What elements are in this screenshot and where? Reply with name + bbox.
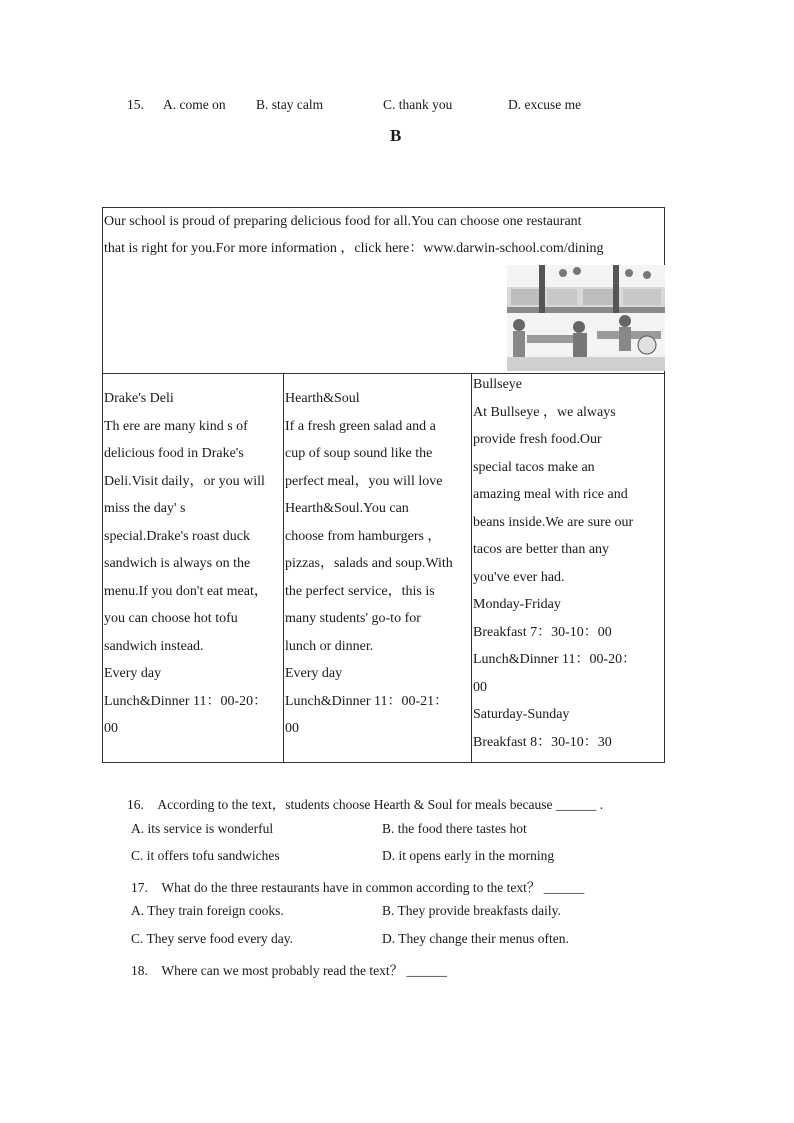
q15-option-b: B. stay calm: [256, 97, 324, 112]
q16-option-b: B. the food there tastes hot: [382, 821, 527, 836]
intro-text: [104, 208, 660, 262]
q16-stem: 16. According to the text，students choose Hearth & Soul for meals because ______ .: [127, 797, 604, 812]
restaurant-line: Saturday-Sunday: [473, 707, 570, 722]
restaurant-line: cup of soup sound like the: [285, 446, 433, 461]
restaurant-line: you've ever had.: [473, 569, 565, 585]
restaurant-line: Lunch&Dinner 11：00-20：: [473, 652, 637, 667]
restaurant-name: Drake's Deli: [104, 391, 174, 406]
q16-option-d: D. it opens early in the morning: [382, 848, 555, 863]
q16-option-c: C. it offers tofu sandwiches: [131, 848, 280, 863]
restaurant-line: beans inside.We are sure our: [473, 514, 634, 530]
restaurant-line: special.Drake's roast duck: [104, 528, 250, 544]
q18-stem: 18. Where can we most probably read the text？ ______: [131, 963, 448, 978]
restaurant-line: Hearth&Soul.You can: [285, 501, 409, 516]
restaurant-line: Monday-Friday: [473, 597, 561, 612]
restaurant-line: sandwich is always on the: [104, 556, 251, 571]
q17-option-d: D. They change their menus often.: [382, 931, 569, 946]
restaurant-name: Bullseye: [473, 377, 522, 392]
restaurant-line: provide fresh food.Our: [473, 432, 602, 447]
restaurant-line: 00: [285, 721, 299, 736]
restaurant-line: miss the day' s: [104, 501, 186, 516]
section-title: B: [390, 126, 402, 145]
restaurant-line: choose from hamburgers ，: [285, 528, 442, 544]
q15-option-a: A. come on: [163, 97, 226, 112]
restaurant-table: [102, 207, 665, 763]
cafeteria-illustration: [507, 265, 665, 371]
q17-stem: 17. What do the three restaurants have in common according to the text？ ______: [131, 880, 585, 895]
restaurant-line: special tacos make an: [473, 459, 595, 475]
restaurant-line: If a fresh green salad and a: [285, 418, 436, 434]
restaurant-line: lunch or dinner.: [285, 638, 374, 654]
restaurant-line: 00: [473, 679, 487, 695]
restaurant-line: Lunch&Dinner 11：00-20：: [104, 693, 268, 709]
q17-option-b: B. They provide breakfasts daily.: [382, 903, 561, 918]
restaurant-line: you can choose hot tofu: [104, 611, 238, 626]
restaurant-line: 00: [104, 721, 118, 736]
q15-option-c: C. thank you: [383, 97, 453, 112]
q17-option-a: A. They train foreign cooks.: [131, 903, 284, 918]
restaurant-line: At Bullseye ，we always: [473, 404, 616, 420]
restaurant-line: Th ere are many kind s of: [104, 418, 248, 434]
restaurant-line: Every day: [285, 666, 343, 681]
restaurant-name: Hearth&Soul: [285, 391, 360, 406]
intro-row: [103, 208, 664, 374]
q15-option-d: D. excuse me: [508, 97, 582, 112]
restaurant-drakes-deli: [103, 373, 284, 762]
q16-option-a: A. its service is wonderful: [131, 821, 274, 836]
restaurant-line: tacos are better than any: [473, 542, 610, 557]
restaurant-line: many students' go-to for: [285, 611, 421, 626]
restaurant-line: amazing meal with rice and: [473, 487, 628, 502]
restaurant-line: delicious food in Drake's: [104, 446, 244, 461]
restaurant-bullseye: [472, 373, 664, 762]
restaurant-hearth-and-soul: [284, 373, 472, 762]
intro-line: that is right for you.For more information ，click here：www.darwin-school.com/dining: [104, 241, 604, 256]
restaurant-line: Lunch&Dinner 11：00-21：: [285, 693, 449, 709]
restaurant-line: the perfect service，this is: [285, 583, 435, 599]
restaurant-line: Deli.Visit daily，or you will: [104, 473, 265, 489]
bullseye-content: [473, 371, 664, 756]
intro-line: Our school is proud of preparing delicious food for all.You can choose one restaurant: [104, 214, 582, 229]
restaurant-line: Breakfast 8：30-10：30: [473, 734, 612, 750]
restaurant-line: Every day: [104, 666, 162, 681]
restaurant-line: Breakfast 7：30-10：00: [473, 624, 612, 640]
restaurant-line: pizzas，salads and soup.With: [285, 556, 453, 571]
q17-option-c: C. They serve food every day.: [131, 931, 293, 946]
restaurant-line: sandwich instead.: [104, 638, 204, 654]
q15-number: 15.: [127, 97, 144, 112]
restaurant-line: perfect meal，you will love: [285, 473, 443, 489]
restaurant-line: menu.If you don't eat meat，: [104, 583, 268, 599]
